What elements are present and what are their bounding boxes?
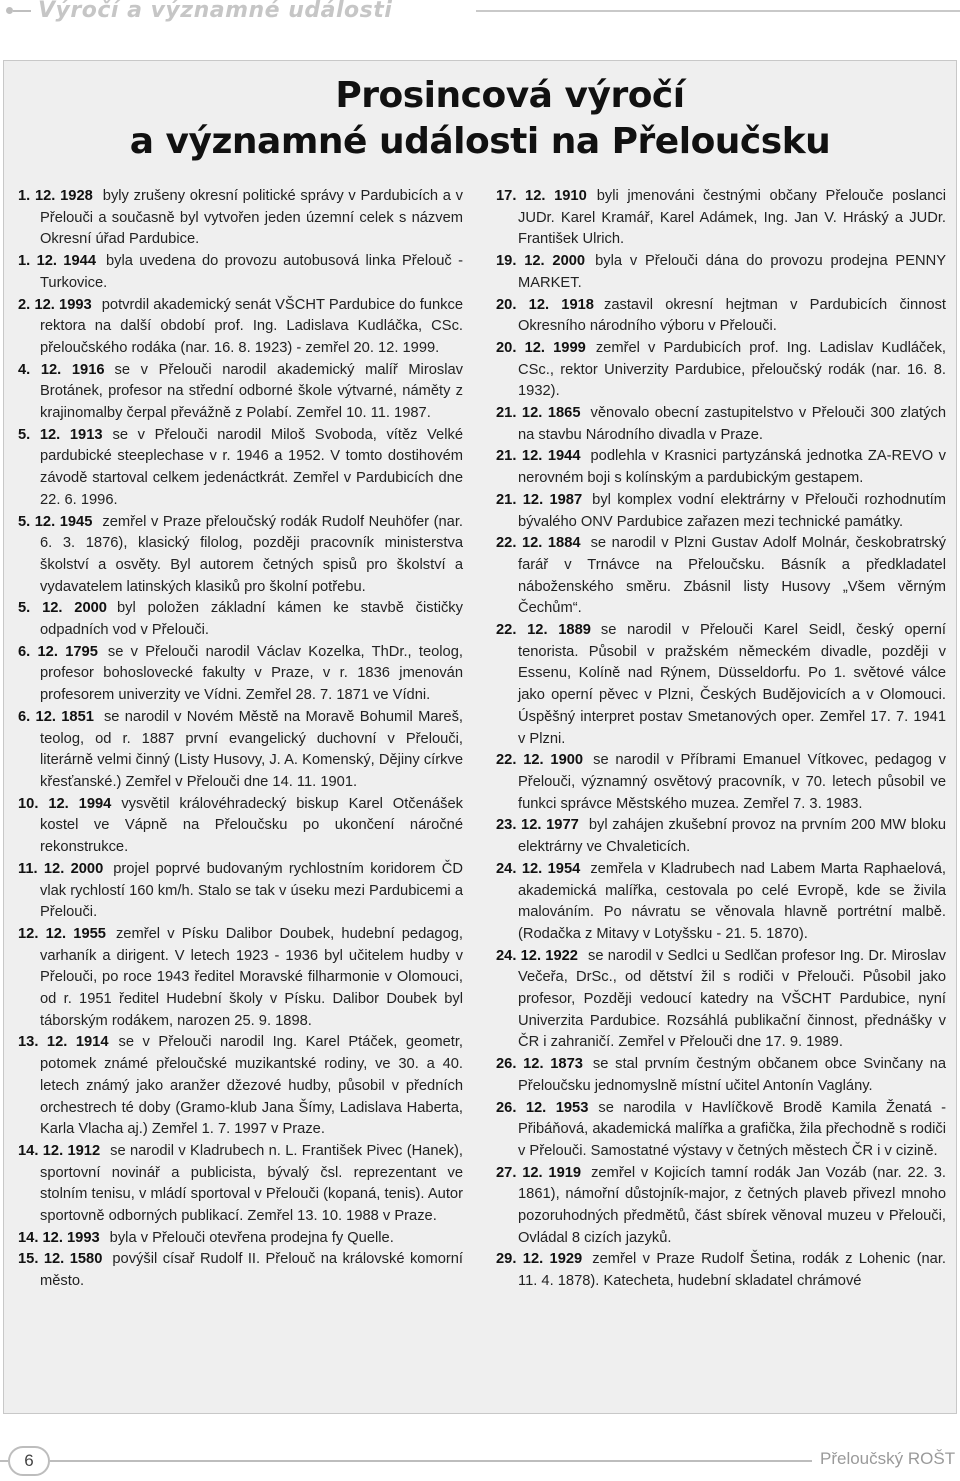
entry-text: zemřel v Kojicích tamní rodák Jan Vozáb (nar. 22. 3. 1861), námořní důstojník-major, z četných plaveb přivezl mnoho pozoruhodných předmětů, část sbírek věnoval muzeu v Přelouči, Ovládal 8 cizích jazyků. — [518, 1164, 946, 1246]
left-column — [18, 186, 463, 1293]
section-header — [0, 0, 960, 30]
anniversary-entry — [18, 707, 463, 794]
anniversary-entry — [496, 295, 946, 338]
entry-date: 2. 12. 1993 — [18, 296, 92, 313]
entry-text: zemřel v Praze Rudolf Šetina, rodák z Lohenic (nar. 11. 4. 1878). Katecheta, hudební skladatel chrámové — [518, 1251, 947, 1290]
entry-text: zemřel v Pardubicích prof. Ing. Ladislav Kudláček, CSc., rektor Univerzity Pardubice, přeloučský rodák (nar. 16. 8. 1932). — [518, 339, 946, 400]
entry-date: 5. 12. 2000 — [18, 600, 107, 617]
anniversary-entry — [18, 794, 463, 859]
entry-date: 11. 12. 2000 — [18, 860, 104, 877]
anniversary-entry — [496, 815, 946, 858]
entry-text: zemřela v Kladrubech nad Labem Marta Raphaelová, akademická malířka, cestovala po celé Evropě, kde se živila malováním. Po návratu se věnovala hlavně portrétní malbě. (Rodačka z Mitavy v Lotyšsku - 21. 5. 1870). — [518, 860, 947, 942]
article-title-line-2: a významné události na Přeloučsku — [129, 121, 831, 162]
entry-date: 20. 12. 1918 — [496, 296, 594, 313]
anniversary-entry — [18, 512, 463, 599]
anniversary-entry — [496, 186, 946, 251]
entry-text: byla v Přelouči otevřena prodejna fy Quelle. — [109, 1229, 394, 1246]
article-title — [0, 73, 960, 165]
entry-date: 22. 12. 1889 — [496, 622, 591, 639]
anniversary-entry — [18, 251, 463, 294]
anniversary-entry — [18, 642, 463, 707]
anniversary-entry — [496, 946, 946, 1055]
entry-date: 19. 12. 2000 — [496, 253, 586, 270]
anniversary-entry — [18, 598, 463, 641]
anniversary-entry — [496, 338, 946, 403]
entry-date: 27. 12. 1919 — [496, 1164, 582, 1181]
entry-date: 6. 12. 1795 — [18, 643, 98, 660]
entry-date: 5. 12. 1945 — [18, 513, 93, 530]
anniversary-entry — [18, 924, 463, 1033]
entry-date: 4. 12. 1916 — [18, 361, 105, 378]
entry-date: 26. 12. 1873 — [496, 1056, 583, 1073]
entry-text: se narodil v Sedlci u Sedlčan profesor Ing. Dr. Miroslav Večeřa, DrSc., od dětství žil s rodiči v Přelouči. Působil jako profesor, Později vedoucí katedry na VŠCHT Pardubice, nyní Univerzita Pardubice. Rozsáhlá publikační činnost, přednášky v ČR i zahraničí. Zemřel v Přelouči dne 17. 9. 1989. — [518, 947, 947, 1051]
anniversary-entry — [496, 490, 946, 533]
entry-date: 5. 12. 1913 — [18, 426, 103, 443]
anniversary-entry — [496, 1163, 946, 1250]
entry-text: byli jmenováni čestnými občany Přelouče poslanci JUDr. Karel Kramář, Karel Adámek, Ing. Jan V. Hráský a JUDr. František Ulrich. — [518, 188, 946, 248]
entry-date: 22. 12. 1900 — [496, 752, 584, 769]
entry-text: byl komplex vodní elektrárny v Přelouči rozhodnutím bývalého ONV Pardubice zařazen mezi technické památky. — [518, 491, 947, 530]
anniversary-entry — [496, 533, 946, 620]
entry-date: 23. 12. 1977 — [496, 817, 579, 834]
entry-text: věnovalo obecní zastupitelstvo v Přelouči 300 zlatých na stavbu Národního divadla v Praze. — [518, 405, 946, 443]
entry-text: zemřel v Praze přeloučský rodák Rudolf Neuhöfer (nar. 6. 3. 1876), klasický filolog, později pracovník ministerstva školství a osvěty. Byl autorem četných spisů pro školství a vydavatelem latinských klasiků pro školní potřebu. — [40, 513, 463, 595]
entry-text: se stal prvním čestným občanem obce Svinčany na Přeloučsku jednomyslně místní učitel Antonín Vaglány. — [518, 1056, 946, 1094]
entry-text: byly zrušeny okresní politické správy v Pardubicích a v Přelouči a současně byl vytvořen jeden územní celek s názvem Okresní úřad Pardubice. — [40, 188, 463, 248]
entry-date: 17. 12. 1910 — [496, 188, 587, 204]
magazine-name: Přeloučský ROŠT — [820, 1449, 956, 1468]
entry-text: povýšil císař Rudolf II. Přelouč na královské komorní město. — [40, 1251, 464, 1290]
footer-rule — [50, 1460, 812, 1462]
entry-date: 14. 12. 1993 — [18, 1229, 100, 1246]
entry-text: potvrdil akademický senát VŠCHT Pardubice do funkce rektora na další období prof. Ing. Ladislava Kudláčka, CSc. přeloučského rodáka (nar. 16. 8. 1923) - zemřel 20. 12. 1999. — [40, 296, 463, 356]
entry-text: vysvětil královéhradecký biskup Karel Otčenášek kostel ve Vápně na Přeloučsku po ukončení náročné rekonstrukce. — [40, 795, 464, 856]
entry-date: 21. 12. 1987 — [496, 491, 583, 508]
entry-text: se narodil v Plzni Gustav Adolf Molnár, českobratrský farář v Trnávce na Přeloučsku. Básník a předkladatel náboženského směru. Zbásnil listy Husovy „Všem věrným Čechům“. — [518, 535, 947, 617]
entry-date: 12. 12. 1955 — [18, 925, 106, 942]
anniversary-entry — [496, 1054, 946, 1097]
anniversary-entry — [18, 186, 463, 251]
entry-date: 24. 12. 1954 — [496, 860, 581, 877]
entry-text: projel poprvé budovaným rychlostním koridorem ČD vlak rychlostí 160 km/h. Stalo se tak v úseku mezi Pardubicemi a Přelouči. — [40, 860, 463, 921]
anniversary-entry — [18, 425, 463, 512]
anniversary-entry — [496, 620, 946, 750]
entry-text: byla v Přelouči dána do provozu prodejna PENNY MARKET. — [518, 253, 946, 291]
anniversary-entry — [496, 1098, 946, 1163]
entry-date: 29. 12. 1929 — [496, 1251, 583, 1268]
anniversary-entry — [18, 1249, 463, 1292]
anniversary-entry — [18, 1228, 463, 1250]
anniversary-entry — [496, 446, 946, 489]
right-column — [496, 186, 946, 1293]
entry-date: 22. 12. 1884 — [496, 535, 581, 552]
entry-date: 21. 12. 1865 — [496, 405, 581, 422]
entry-text: se v Přelouči narodil akademický malíř Miroslav Brotánek, profesor na střední odborné škole výtvarné, náměty z krajinomalby čerpal převážně z Polabí. Zemřel 10. 11. 1987. — [40, 361, 463, 422]
entry-date: 15. 12. 1580 — [18, 1251, 103, 1268]
anniversary-entry — [18, 1032, 463, 1141]
anniversary-entry — [496, 251, 946, 294]
anniversary-entry — [18, 1141, 463, 1228]
anniversary-entry — [18, 360, 463, 425]
article-title-line-1: Prosincová výročí — [335, 75, 685, 116]
header-rule-left — [13, 10, 31, 12]
entry-date: 13. 12. 1914 — [18, 1034, 109, 1051]
anniversary-entry — [496, 403, 946, 446]
entry-text: zemřel v Písku Dalibor Doubek, hudební pedagog, varhaník a dirigent. V letech 1923 - 1936 byl učitelem hudby v Přelouči, po roce 1943 ředitel Moravské filharmonie v Olomouci, od r. 1951 ředitel Hudební školy v Písku. Dalibor Doubek byl táborským rodákem, narozen 25. 9. 1898. — [40, 925, 464, 1029]
entry-date: 6. 12. 1851 — [18, 708, 94, 725]
entry-text: se narodil v Příbrami Emanuel Vítkovec, pedagog v Přelouči, významný osvětový pracovník, v 70. letech působil ve funkci správce Městského muzea. Zemřel 7. 3. 1983. — [518, 752, 947, 812]
entry-text: se v Přelouči narodil Miloš Svoboda, vítěz Velké pardubické steeplechase v r. 1946 a 1952. V tomto dostihovém závodě startoval celkem jedenáctkrát. Zemřel v Pardubicích dne 22. 6. 1996. — [40, 426, 463, 508]
entry-date: 1. 12. 1928 — [18, 188, 93, 204]
entry-date: 10. 12. 1994 — [18, 795, 112, 812]
entry-text: se v Přelouči narodil Václav Kozelka, ThDr., teolog, profesor bohoslovecké fakulty v Praze, v r. 1836 jmenován profesorem univerzity ve Vídni. Zemřel 28. 7. 1871 ve Vídni. — [40, 643, 463, 704]
anniversary-entry — [496, 859, 946, 946]
page-number: 6 — [8, 1446, 50, 1476]
entry-text: byla uvedena do provozu autobusová linka Přelouč - Turkovice. — [40, 253, 463, 291]
entry-date: 14. 12. 1912 — [18, 1142, 101, 1159]
entry-text: se narodil v Kladrubech n. L. František Pivec (Hanek), sportovní novinář a publicista, bývalý čsl. reprezentant ve stolním tenisu, v mládí sportoval v Přelouči (kopaná, tenis). Autor sportovně odborných publikací. Zemřel 13. 10. 1988 v Praze. — [40, 1142, 464, 1225]
entry-text: podlehla v Krasnici partyzánská jednotka ZA-REVO v nerovném boji s kolínským a pardubickým gestapem. — [518, 448, 946, 487]
entry-text: se narodil v Přelouči Karel Seidl, český operní tenorista. Působil v pražském německém divadle, později v Essenu, Kolíně nad Rýnem, Düsseldorfu. Po 1. světové válce jako operní pěvec v Plzni, Českých Budějovicích a v Olomouci. Úspěšný interpret postav Smetanových oper. Zemřel 17. 7. 1941 v Plzni. — [518, 622, 946, 747]
entry-date: 1. 12. 1944 — [18, 253, 96, 270]
footer-rule-left — [0, 1460, 8, 1462]
entry-text: se narodila v Havlíčkově Brodě Kamila Ženatá - Přibáňová, akademická malířka a grafička, žila přechodně s rodiči v Přelouči. Samostatné výstavy v četných městech ČR i v cizině. — [518, 1099, 947, 1159]
entry-date: 26. 12. 1953 — [496, 1099, 589, 1116]
entry-text: byl položen základní kámen ke stavbě čističky odpadních vod v Přelouči. — [40, 600, 463, 639]
entry-text: se v Přelouči narodil Ing. Karel Ptáček, geometr, potomek známé přeloučské muzikantské rodiny, ve 30. a 40. letech známý jako aranžer džezové hudby, působil v předních orchestrech té doby (Gramo-klub Jana Šímy, Ladislava Haberta, Karla Vlacha aj.) Zemřel 1. 7. 1997 v Praze. — [40, 1034, 464, 1138]
anniversary-entry — [496, 750, 946, 815]
entry-date: 21. 12. 1944 — [496, 448, 581, 465]
entry-text: se narodil v Novém Městě na Moravě Bohumil Mareš, teolog, od r. 1887 první evangelický duchovní v Přelouči, literárně velmi činný (Listy Husovy, J. A. Komenský, Dějiny církve křesťanské.) Zemřel v Přelouči dne 14. 11. 1901. — [40, 708, 463, 790]
entry-text: byl zahájen zkušební provoz na prvním 200 MW bloku elektrárny ve Chvaleticích. — [518, 817, 947, 856]
entry-date: 20. 12. 1999 — [496, 339, 586, 356]
page-footer — [0, 1440, 960, 1481]
header-rule-right — [476, 10, 960, 12]
section-title: Výročí a významné události — [38, 0, 393, 23]
anniversary-entry — [496, 1249, 946, 1292]
anniversary-entry — [18, 859, 463, 924]
entry-text: zastavil okresní hejtman v Pardubicích činnost Okresního národního výboru v Přelouči. — [518, 296, 946, 335]
entry-date: 24. 12. 1922 — [496, 947, 578, 964]
bullet-dot-icon — [6, 7, 13, 14]
anniversary-entry — [18, 295, 463, 360]
